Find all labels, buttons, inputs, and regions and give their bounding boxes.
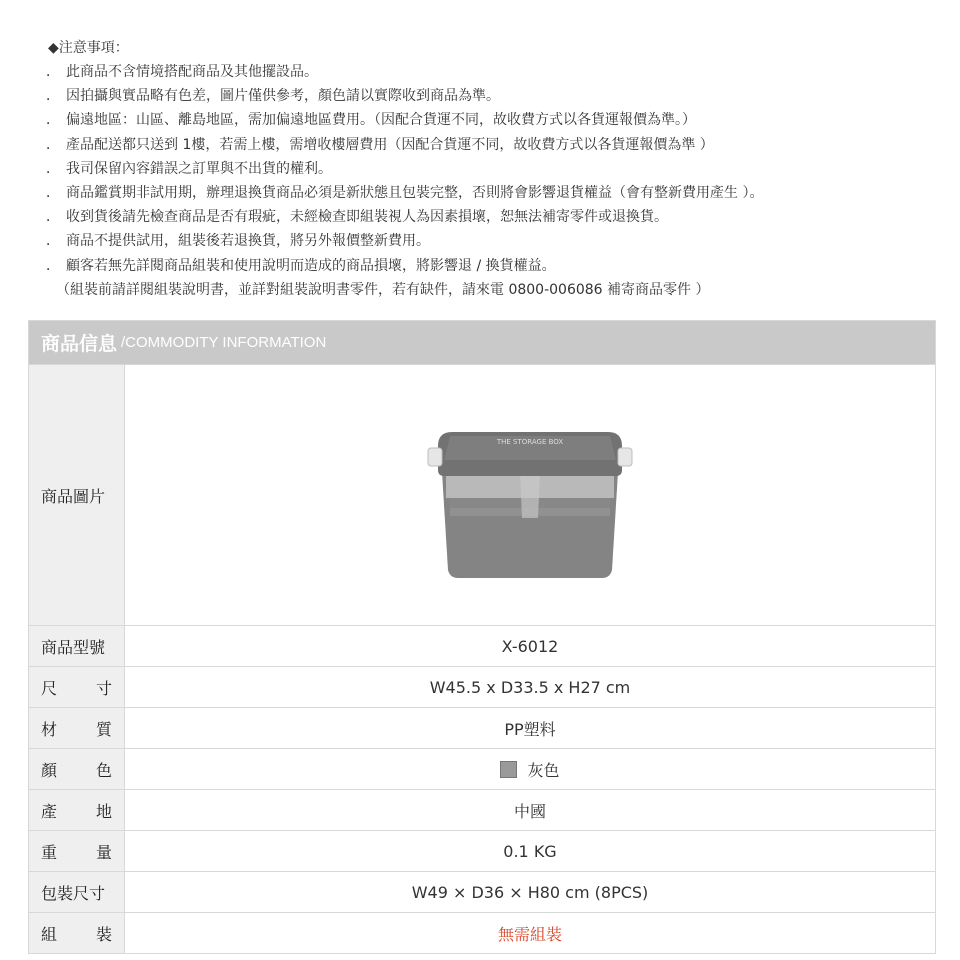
color-swatch: [500, 761, 517, 778]
row-label: 產 地: [29, 790, 125, 830]
table-row-model: [29, 625, 935, 666]
row-value: W45.5 x D33.5 x H27 cm: [429, 677, 631, 697]
commodity-info-table: [28, 320, 936, 954]
row-label: 商品圖片: [29, 365, 125, 625]
row-label: 顏 色: [29, 749, 125, 789]
table-row-package-size: [29, 871, 935, 912]
assembly-footnote: （組裝前請詳閱組裝說明書，並詳對組裝說明書零件，若有缺件，請來電 0800-006086 補寄商品零件 ）: [56, 281, 710, 298]
table-row-size: [29, 666, 935, 707]
assembly-value: 無需組裝: [497, 924, 562, 944]
list-item: ． 此商品不含情境搭配商品及其他擺設品。: [46, 64, 318, 80]
list-item: ． 商品不提供試用，組裝後若退換貨，將另外報價整新費用。: [46, 233, 430, 250]
list-item: ． 我司保留內容錯誤之訂單與不出貨的權利。: [46, 160, 332, 177]
row-value: W49 × D36 × H80 cm (8PCS): [411, 882, 649, 902]
row-label: 尺 寸: [29, 667, 125, 707]
table-header-subtitle: /COMMODITY INFORMATION: [121, 334, 327, 351]
table-row-material: [29, 707, 935, 748]
table-row-color: [29, 748, 935, 789]
table-row-assembly: [29, 912, 935, 953]
list-item: ． 偏遠地區：山區、離島地區，需加偏遠地區費用。（因配合貨運不同，故收費方式以各貨運報價為準。）: [46, 112, 696, 129]
row-label: 組 裝: [29, 913, 125, 953]
row-label: 商品型號: [29, 626, 125, 666]
row-label: 材 質: [29, 708, 125, 748]
table-header: [29, 321, 935, 364]
box-lid-text: THE STORAGE BOX: [496, 438, 564, 446]
list-item: ． 收到貨後請先檢查商品是否有瑕疵，未經檢查即組裝視人為因素損壞，恕無法補寄零件或退換貨。: [46, 209, 668, 226]
table-header-title: 商品信息: [41, 333, 118, 355]
list-item: ． 產品配送都只送到 1樓，若需上樓，需增收樓層費用（因配合貨運不同，故收費方式以各貨運報價為準 ）: [46, 136, 714, 153]
color-value: 灰色: [527, 760, 560, 780]
row-value: 0.1 KG: [503, 841, 557, 861]
notes-list: [38, 60, 938, 278]
table-row-origin: [29, 789, 935, 830]
notes-section: [38, 36, 938, 302]
product-image-cell: [125, 365, 935, 625]
table-row-weight: [29, 830, 935, 871]
storage-box-image: [420, 410, 640, 580]
list-item: ． 顧客若無先詳閱商品組裝和使用說明而造成的商品損壞，將影響退 / 換貨權益。: [46, 257, 556, 274]
row-value: X-6012: [501, 636, 559, 656]
list-item: ． 因拍攝與實品略有色差，圖片僅供參考，顏色請以實際收到商品為準。: [46, 88, 500, 105]
row-value: PP塑料: [504, 719, 556, 739]
table-row-image: [29, 364, 935, 625]
row-label: 重 量: [29, 831, 125, 871]
row-label: 包裝尺寸: [29, 872, 125, 912]
notes-title: ◆注意事項：: [48, 40, 129, 56]
row-value: 中國: [513, 801, 546, 821]
row-value: [125, 749, 935, 789]
list-item: ． 商品鑑賞期非試用期，辦理退換貨商品必須是新狀態且包裝完整，否則將會影響退貨權益（會有整新費用產生 ）。: [46, 184, 764, 201]
